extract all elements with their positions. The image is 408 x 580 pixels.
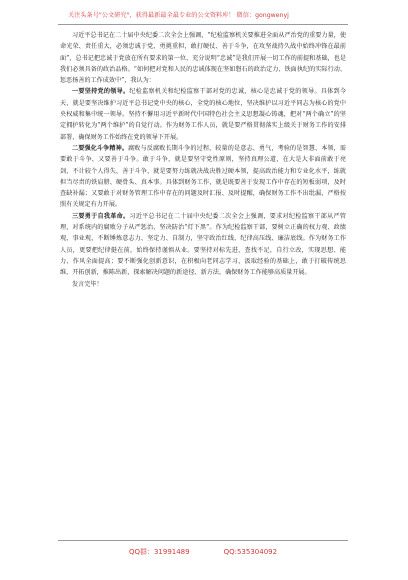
paragraph-point-1	[60, 86, 346, 142]
paragraph-text: 纪检监察机关和纪检监察干部对党的忠诚，核心是忠诚于党的领导。具体到今天，就是要坚决维护习近平总书记党中央的核心，全党的核心地位，坚决维护以习近平同志为核心的党中央权威和集中统一领导。坚持不懈用习近平新时代中国特色社会主义思想凝心铸魂，把对“两个确立”的坚定拥护转化为“两个维护”的自觉行动。作为财务工作人员，就是要严格贯彻落实上级关于财务工作的安排部署，确保财务工作始终在党的领导下开展。	[60, 88, 346, 141]
qq-group-label: QQ群：31991489	[128, 548, 190, 556]
paragraph-intro	[60, 30, 346, 86]
paragraph-point-3	[60, 211, 346, 279]
point-heading: 一要坚持党的领导。	[72, 88, 130, 96]
paragraph-text: 习近平总书记在二十届中央纪委二次全会上强调，要求对纪检监察干部从严管理，对系统内的腐败分子从严惩治，坚决防治“灯下黑”。作为纪检监察干部，要树立正确的权力观、政绩观、事业观，不断锤炼意志力、坚定力、自制力，坚守政治红线、纪律高压线、廉洁底线。作为财务工作人员，更要把纪律挺在前，始终保持谨慎从业。要坚持对标先进，查找不足，自行立改，实现思想、能力、作风全面提高；要不断强化创新意识，在积极向老同志学习，汲取经验的基础上，敢于打破传统思维，开拓创新，推陈出新，探索解决问题的新途径、新方法，确保财务工作能够高质量开展。	[60, 212, 346, 277]
footer-divider	[58, 540, 348, 541]
paragraph-point-2	[60, 143, 346, 211]
point-heading: 二要强化斗争精神。	[72, 144, 129, 152]
point-heading: 三要勇于自我革命。	[72, 212, 130, 220]
paragraph-text: 腐败与反腐败长期斗争的过程，较量的是意志、勇气，考验的是智慧、本领，需要敢于斗争、又要善于斗争。敢于斗争，就是要坚守党性原则，坚持真理公道，在大是大非面前敢于亮剑，不计较个人得失，善于斗争，就是要努力练就决战决胜过硬本领，提高政治能力和专业化水平，练就担当尽责的铁肩膀、硬骨头、真本事。具体到财务工作，就是既要善于发现工作中存在的短板弱项，及时查缺补漏；又要敢于对财务管理工作中存在的问题及时汇报、及时提醒，确保财务工作不出纰漏，严格按照有关规定有力开展。	[60, 144, 346, 209]
qq-label: QQ:535304092	[223, 548, 278, 556]
closing-line: 发言完毕！	[72, 280, 103, 288]
paragraph-text: 习近平总书记在二十届中央纪委二次全会上强调，“纪检监察机关要推进全面从严治党的重要力量，使命光荣、责任重大，必须忠诚于党、勇挑重担，敢打硬仗、善于斗争，在攻坚战持久战中始终冲锋在最前面”，总书记把忠诚于党放在所有要求的第一位，充分说明“忠诚”是我们开展一切工作的前提和基础，也是我们必须具备的政治品格。“如何把对党和人民的忠诚体现在坚如磐石的政治定力、铁面执纪的实际行动、惩恶扬善的工作成效中”，我认为：	[60, 32, 346, 85]
header-divider	[58, 24, 348, 25]
footer-contact	[58, 545, 348, 559]
header-banner: 关注头条号"公文研究"，获得最新最全最专业的公文资料库！ 微信：gongwenyj	[68, 12, 289, 19]
document-body	[60, 30, 346, 290]
